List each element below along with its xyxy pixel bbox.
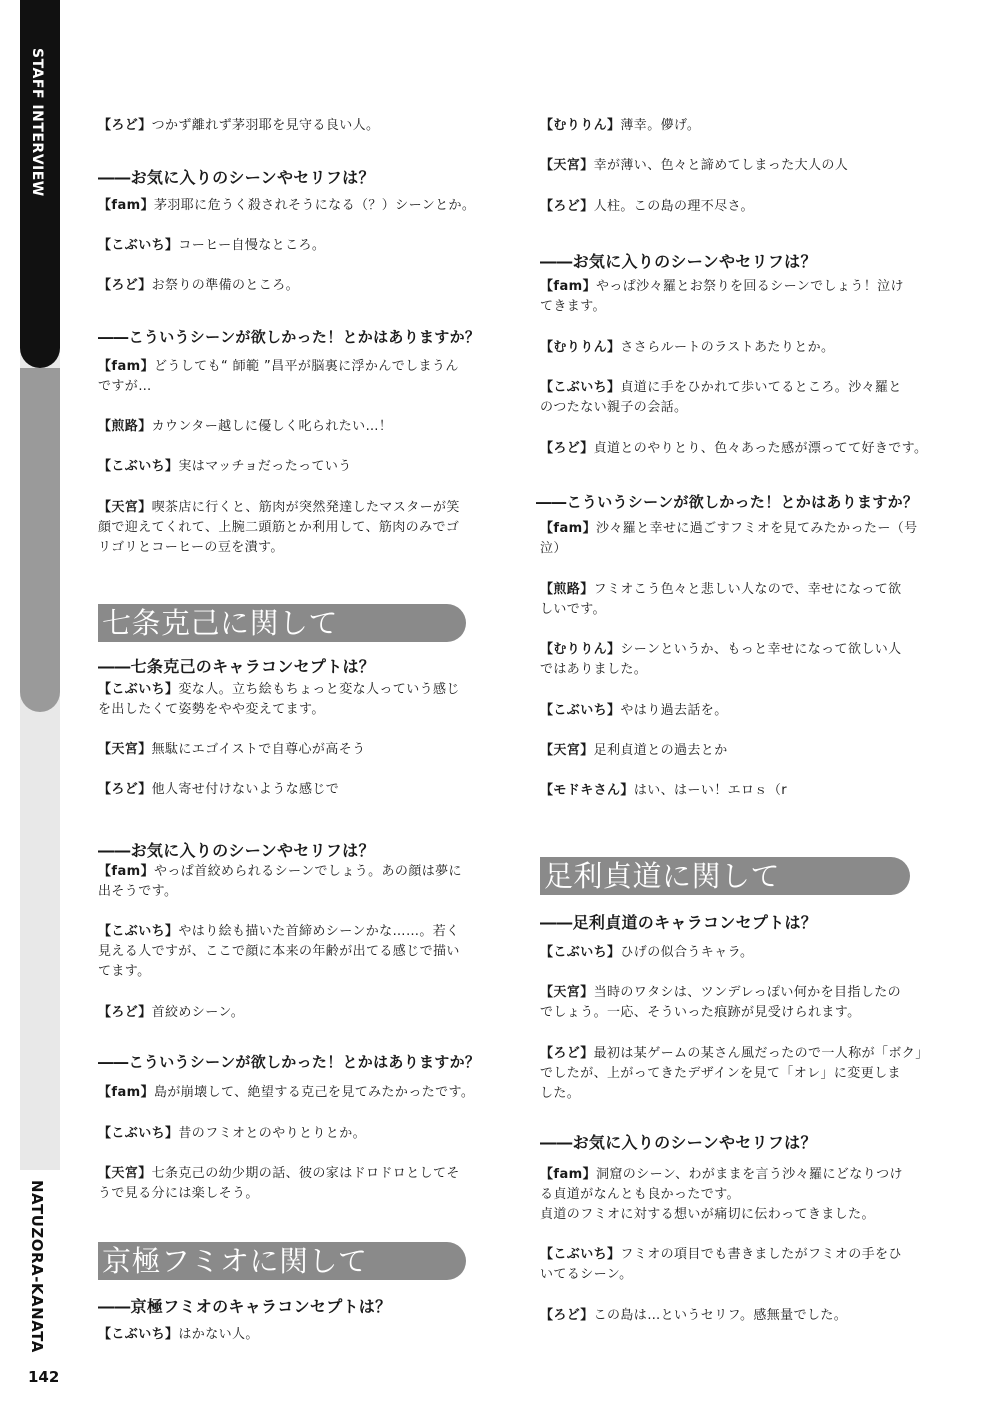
- comment-line-cont: 顔で迎えてくれて、上腕二頭筋とか利用して、筋肉のみでゴ: [98, 520, 460, 535]
- comment-line-cont: ではありました。: [540, 662, 648, 677]
- comment-line: 【こぶいち】やはり絵も描いた首締めシーンかな……。若く: [98, 924, 460, 939]
- comment-line: 【天宮】当時のワタシは、ツンデレっぽい何かを目指したの: [540, 985, 902, 1000]
- question-heading: ――お気に入りのシーンやセリフは？: [540, 252, 817, 271]
- question-heading: ――お気に入りのシーンやセリフは？: [540, 1133, 817, 1152]
- comment-line-cont: 出そうです。: [98, 884, 178, 899]
- section-label: STAFF INTERVIEW: [29, 48, 45, 197]
- comment-line-cont: うで見る分には楽しそう。: [98, 1186, 259, 1201]
- comment-line: 【ろど】貞道とのやりとり、色々あった感が漂ってて好きです。: [540, 441, 928, 456]
- comment-line: 【煎路】フミオこう色々と悲しい人なので、幸せになって欲: [540, 582, 902, 597]
- comment-line-cont: でしょう。一応、そういった痕跡が見受けられます。: [540, 1005, 861, 1020]
- question-heading: ――こういうシーンが欲しかった！とかはありますか？: [98, 328, 481, 346]
- comment-line: 【fam】洞窟のシーン、わがままを言う沙々羅にどなりつけ: [540, 1167, 903, 1182]
- comment-line: 【ろど】つかず離れず茅羽耶を見守る良い人。: [98, 118, 380, 133]
- comment-line: 【ろど】首絞めシーン。: [98, 1005, 245, 1020]
- comment-line: 【こぶいち】フミオの項目でも書きましたがフミオの手をひ: [540, 1247, 902, 1262]
- comment-line: 【fam】どうしても“ 師範 ”昌平が脳裏に浮かんでしまうん: [98, 359, 459, 374]
- comment-line: 【むりりん】薄幸。儚げ。: [540, 118, 701, 133]
- comment-line: 【fam】茅羽耶に危うく殺されそうになる（？）シーンとか。: [98, 198, 476, 213]
- question-heading: ――京極フミオのキャラコンセプトは？: [98, 1297, 392, 1316]
- comment-line: 【こぶいち】ひげの似合うキャラ。: [540, 945, 754, 960]
- comment-line: 【ろど】人柱。この島の理不尽さ。: [540, 199, 754, 214]
- comment-line-cont: しいです。: [540, 602, 606, 617]
- comment-line: 【天宮】足利貞道との過去とか: [540, 743, 728, 758]
- question-heading: ――お気に入りのシーンやセリフは？: [98, 841, 375, 860]
- comment-line: 【こぶいち】やはり過去話を。: [540, 703, 728, 718]
- comment-line: 【こぶいち】貞道に手をひかれて歩いてるところ。沙々羅と: [540, 380, 902, 395]
- comment-line-cont: のつたない親子の会話。: [540, 400, 688, 415]
- comment-line-cont: を出したくて姿勢をやや変えてます。: [98, 702, 325, 717]
- comment-line-cont: でしたが、上がってきたデザインを見て「オレ」に変更しま: [540, 1066, 901, 1081]
- question-heading: ――こういうシーンが欲しかった！とかはありますか？: [536, 493, 919, 511]
- comment-line: 【モドキさん】はい、はーい！エロｓ（r: [540, 783, 787, 798]
- comment-line-cont: した。: [540, 1086, 581, 1101]
- comment-line: 【fam】やっぱ首絞められるシーンでしょう。あの顔は夢に: [98, 864, 462, 879]
- question-heading: ――こういうシーンが欲しかった！とかはありますか？: [98, 1053, 481, 1071]
- question-heading: ――足利貞道のキャラコンセプトは？: [540, 913, 818, 932]
- comment-line: 【ろど】この島は…というセリフ。感無量でした。: [540, 1308, 848, 1323]
- page-number: 142: [28, 1368, 60, 1386]
- comment-line: 【こぶいち】コーヒー自慢なところ。: [98, 238, 326, 253]
- comment-line-cont: てきます。: [540, 299, 606, 314]
- comment-line: 【こぶいち】変な人。立ち絵もちょっと変な人っていう感じ: [98, 682, 460, 697]
- comment-line: 【こぶいち】はかない人。: [98, 1327, 259, 1342]
- comment-line: 【こぶいち】実はマッチョだったっていう: [98, 459, 352, 474]
- comment-line: 【天宮】喫茶店に行くと、筋肉が突然発達したマスターが笑: [98, 500, 460, 515]
- comment-line: 【煎路】カウンター越しに優しく叱られたい…！: [98, 419, 393, 434]
- comment-line-cont: ですが…: [98, 379, 152, 394]
- book-title-label: NATUZORA-KANATA: [28, 1180, 46, 1353]
- comment-line: 【fam】島が崩壊して、絶望する克己を見てみたかったです。: [98, 1085, 475, 1100]
- comment-line: 【fam】やっぱ沙々羅とお祭りを回るシーンでしょう！泣け: [540, 279, 904, 294]
- comment-line-cont: 見える人ですが、ここで顔に本来の年齢が出てる感じで描い: [98, 944, 460, 959]
- section-banner: 京極フミオに関して: [98, 1242, 466, 1280]
- comment-line: 【天宮】七条克己の幼少期の話、彼の家はドロドロとしてそ: [98, 1166, 460, 1181]
- section-banner: 七条克己に関して: [98, 604, 466, 642]
- comment-line: 【むりりん】シーンというか、もっと幸せになって欲しい人: [540, 642, 902, 657]
- comment-line-cont: 貞道のフミオに対する想いが痛切に伝わってきました。: [540, 1207, 875, 1222]
- comment-line: 【こぶいち】昔のフミオとのやりとりとか。: [98, 1126, 367, 1141]
- sidebar-tab-gray: [20, 368, 60, 712]
- comment-line: 【ろど】最初は某ゲームの某さん風だったので一人称が「ボク」: [540, 1046, 929, 1061]
- question-heading: ――お気に入りのシーンやセリフは？: [98, 168, 375, 187]
- comment-line-cont: 泣）: [540, 541, 567, 556]
- comment-line: 【ろど】他人寄せ付けないような感じで: [98, 782, 340, 797]
- question-heading: ――七条克己のキャラコンセプトは？: [98, 657, 376, 676]
- comment-line-cont: リゴリとコーヒーの豆を潰す。: [98, 540, 284, 555]
- section-banner: 足利貞道に関して: [540, 857, 910, 895]
- comment-line-cont: る貞道がなんとも良かったです。: [540, 1187, 740, 1202]
- comment-line: 【fam】沙々羅と幸せに過ごすフミオを見てみたかったー（号: [540, 521, 918, 536]
- comment-line: 【ろど】お祭りの準備のところ。: [98, 278, 300, 293]
- comment-line: 【むりりん】ささらルートのラストあたりとか。: [540, 340, 835, 355]
- comment-line-cont: てます。: [98, 964, 151, 979]
- comment-line: 【天宮】幸が薄い、色々と諦めてしまった大人の人: [540, 158, 849, 173]
- comment-line-cont: いてるシーン。: [540, 1267, 633, 1282]
- comment-line: 【天宮】無駄にエゴイストで自尊心が高そう: [98, 742, 366, 757]
